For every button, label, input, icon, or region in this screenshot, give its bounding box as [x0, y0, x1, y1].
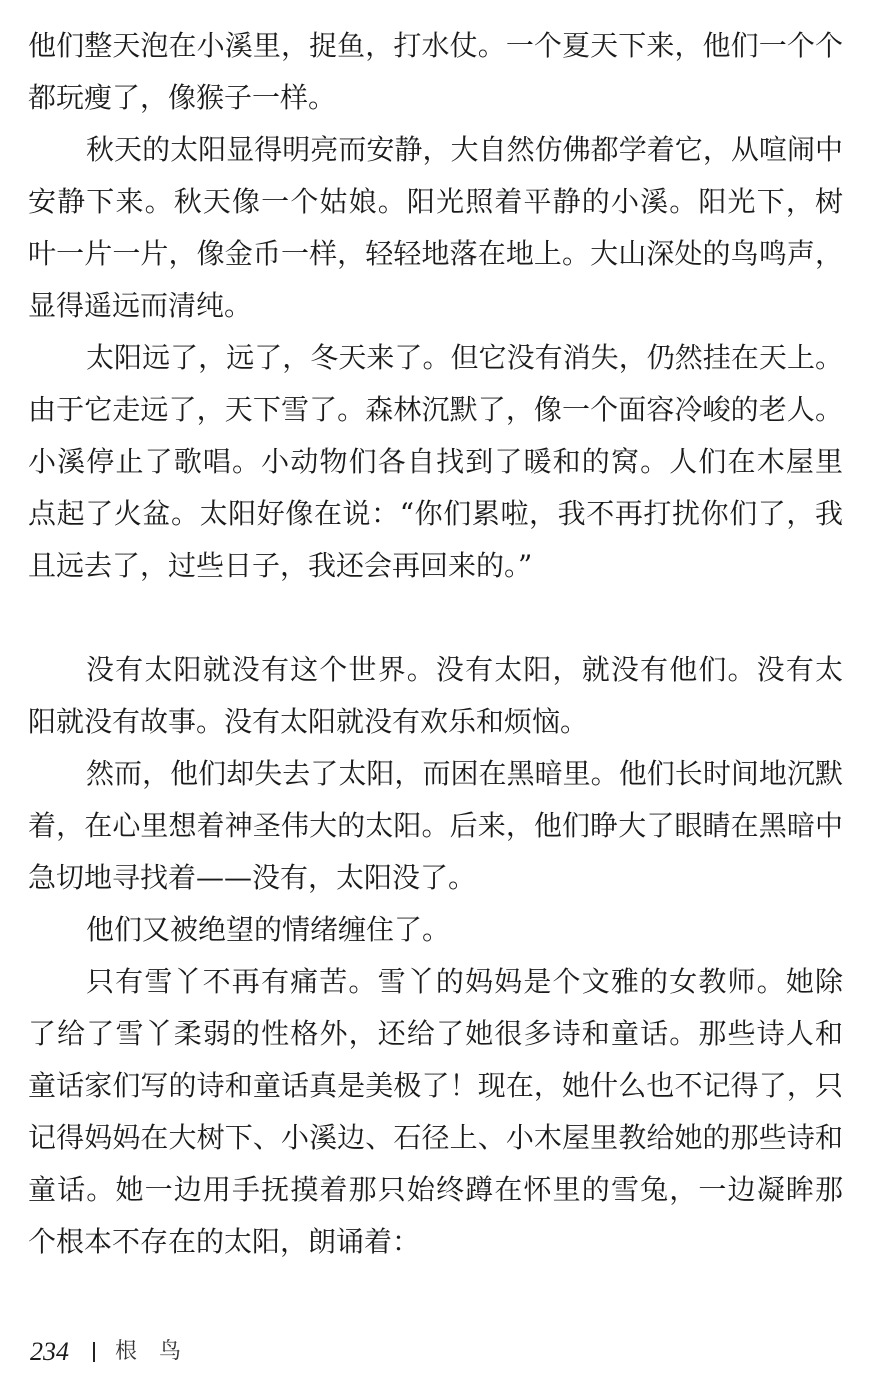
text-line: 只有雪丫不再有痛苦。雪丫的妈妈是个文雅的女教师。她除 [86, 965, 843, 998]
text-line: 着，在心里想着神圣伟大的太阳。后来，他们睁大了眼睛在黑暗中 [28, 809, 843, 842]
text-line: 小溪停止了歌唱。小动物们各自找到了暖和的窝。人们在木屋里 [28, 445, 843, 478]
text-line: 他们整天泡在小溪里，捉鱼，打水仗。一个夏天下来，他们一个个 [28, 29, 843, 62]
text-line: 然而，他们却失去了太阳，而困在黑暗里。他们长时间地沉默 [86, 757, 843, 790]
text-line: 显得遥远而清纯。 [28, 289, 253, 322]
text-line: 点起了火盆。太阳好像在说：“你们累啦，我不再打扰你们了，我 [28, 497, 843, 530]
text-line: 安静下来。秋天像一个姑娘。阳光照着平静的小溪。阳光下，树 [28, 185, 843, 218]
text-line: 阳就没有故事。没有太阳就没有欢乐和烦恼。 [28, 705, 589, 738]
paragraph [28, 332, 843, 592]
text-line: 且远去了，过些日子，我还会再回来的。” [28, 549, 533, 582]
text-line: 童话家们写的诗和童话真是美极了！现在，她什么也不记得了，只 [28, 1069, 843, 1102]
text-line: 了给了雪丫柔弱的性格外，还给了她很多诗和童话。那些诗人和 [28, 1017, 843, 1050]
page-body [28, 20, 843, 1268]
text-line: 太阳远了，远了，冬天来了。但它没有消失，仍然挂在天上。 [86, 341, 843, 374]
text-line: 叶一片一片，像金币一样，轻轻地落在地上。大山深处的鸟鸣声， [28, 237, 843, 270]
text-line: 个根本不存在的太阳，朗诵着： [28, 1225, 421, 1258]
paragraph [28, 20, 843, 124]
section-break [28, 592, 843, 644]
text-line: 没有太阳就没有这个世界。没有太阳，就没有他们。没有太 [86, 653, 843, 686]
paragraph [28, 904, 843, 956]
paragraph [28, 748, 843, 904]
text-line: 急切地寻找着——没有，太阳没了。 [28, 861, 477, 894]
text-line: 由于它走远了，天下雪了。森林沉默了，像一个面容冷峻的老人。 [28, 393, 843, 426]
page-number: 234 [30, 1337, 69, 1366]
paragraph [28, 644, 843, 748]
divider [93, 1342, 95, 1362]
book-title: 根鸟 [115, 1339, 204, 1364]
paragraph [28, 124, 843, 332]
page-footer [30, 1332, 203, 1372]
text-line: 都玩瘦了，像猴子一样。 [28, 81, 337, 114]
paragraph [28, 956, 843, 1268]
text-line: 童话。她一边用手抚摸着那只始终蹲在怀里的雪兔，一边凝眸那 [28, 1173, 843, 1206]
text-line: 秋天的太阳显得明亮而安静，大自然仿佛都学着它，从喧闹中 [86, 133, 843, 166]
text-line: 记得妈妈在大树下、小溪边、石径上、小木屋里教给她的那些诗和 [28, 1121, 843, 1154]
text-line: 他们又被绝望的情绪缠住了。 [86, 913, 451, 946]
